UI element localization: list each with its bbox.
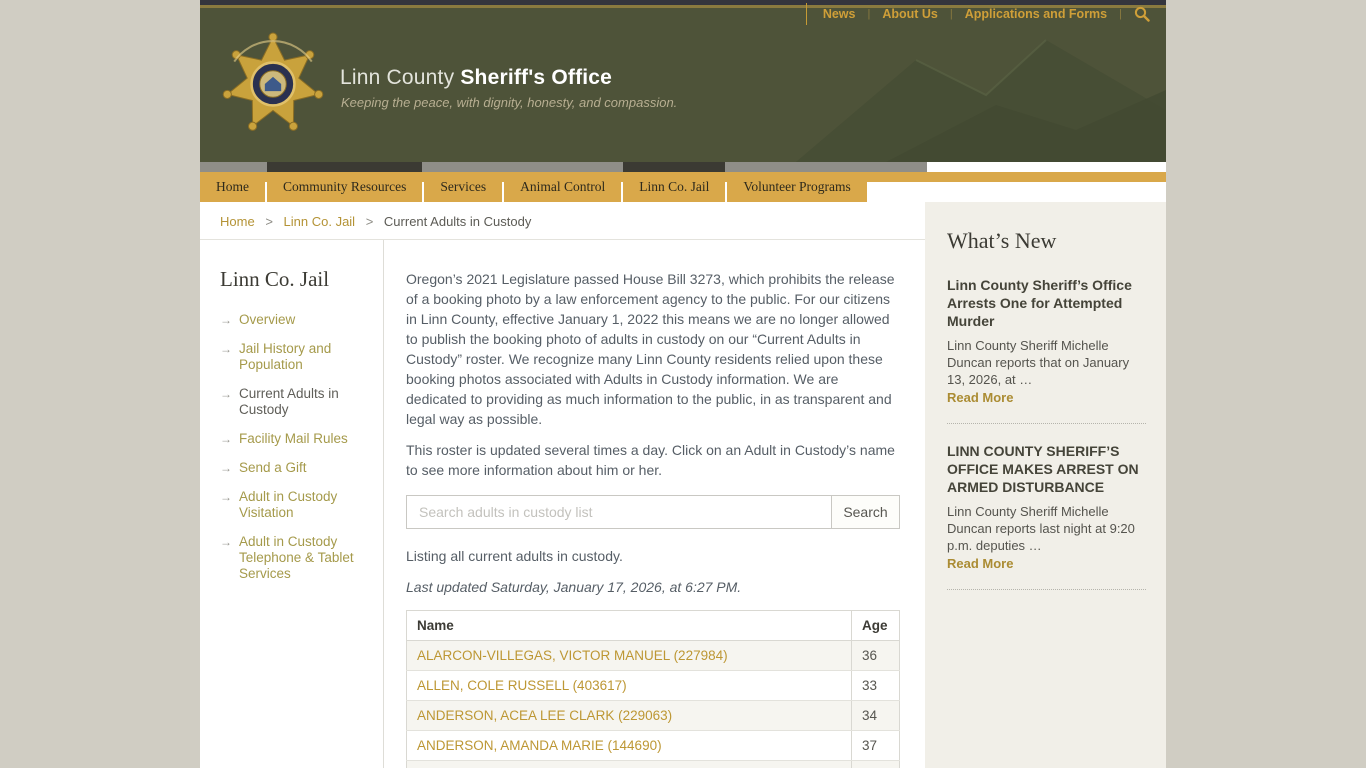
site-header	[200, 0, 1166, 162]
read-more-link[interactable]: Read More	[947, 556, 1014, 571]
page-container	[200, 0, 1166, 768]
inmate-age: 34	[852, 701, 900, 731]
main-content-wrap	[200, 202, 925, 768]
utility-separator: |	[949, 8, 953, 20]
inmate-age: 36	[852, 641, 900, 671]
column-header-name: Name	[407, 611, 852, 641]
arrow-icon: →	[220, 387, 232, 401]
section-sidebar-title: Linn Co. Jail	[220, 267, 330, 291]
news-item-body: Linn County Sheriff Michelle Duncan reports that on January 13, 2026, at …	[947, 338, 1130, 387]
breadcrumb-home[interactable]: Home	[220, 214, 255, 229]
column-header-age: Age	[852, 611, 900, 641]
main-column	[383, 240, 925, 768]
breadcrumb	[200, 202, 925, 240]
custody-search-bar	[406, 495, 900, 529]
breadcrumb-separator: >	[265, 214, 273, 229]
table-row	[407, 701, 900, 731]
site-tagline: Keeping the peace, with dignity, honesty, and compassion.	[341, 95, 678, 110]
table-row	[407, 761, 900, 768]
table-row	[407, 641, 900, 671]
whats-new-title: What’s New	[947, 228, 1057, 253]
sidebar-item-current-adults[interactable]	[220, 386, 369, 418]
listing-text: Listing all current adults in custody.	[406, 548, 623, 564]
news-item-title[interactable]: LINN COUNTY SHERIFF’S OFFICE MAKES ARREST ON ARMED DISTURBANCE	[947, 443, 1139, 495]
sidebar-item-jail-history[interactable]	[220, 341, 369, 373]
main-navigation	[200, 162, 1166, 202]
arrow-icon: →	[220, 313, 232, 327]
custody-search-input[interactable]	[407, 496, 831, 528]
inmate-name-link[interactable]: ALLEN, COLE RUSSELL (403617)	[417, 678, 627, 693]
news-item-title[interactable]: Linn County Sheriff’s Office Arrests One for Attempted Murder	[947, 277, 1132, 329]
breadcrumb-separator: >	[365, 214, 374, 229]
utility-separator: |	[1119, 8, 1122, 20]
intro-paragraph: Oregon’s 2021 Legislature passed House Bill 3273, which prohibits the release of a booking photo by a law enforcement agency to the public. For our citizens in Linn County, effective January 1, 2022 this means we are no longer allowed to publish the booking photo of adults in custody on our “Current Adults in Custody” roster. We recognize many Linn County residents relied upon these booking photos associated with Adults in Custody information. We are dedicated to providing as much information to the public, in as transparent and legal way as possible.	[406, 271, 895, 427]
tab-services[interactable]: Services	[424, 172, 502, 202]
news-item	[947, 442, 1146, 573]
utility-nav	[806, 3, 1150, 25]
sidebar-item-send-gift[interactable]	[220, 460, 369, 476]
tab-animal-control[interactable]: Animal Control	[504, 172, 621, 202]
sidebar-item-label[interactable]: Jail History and Population	[239, 341, 332, 372]
whats-new-sidebar	[925, 202, 1166, 768]
search-icon[interactable]	[1134, 6, 1150, 22]
sidebar-item-label-current: Current Adults in Custody	[239, 386, 339, 417]
table-row	[407, 671, 900, 701]
breadcrumb-linn-co-jail[interactable]: Linn Co. Jail	[283, 214, 356, 229]
utility-link-news[interactable]: News	[822, 7, 856, 21]
arrow-icon: →	[220, 342, 232, 356]
sidebar-item-label[interactable]: Adult in Custody Telephone & Tablet Services	[239, 534, 354, 581]
sidebar-item-overview[interactable]	[220, 312, 369, 328]
utility-separator: |	[867, 8, 871, 20]
tab-community-resources[interactable]: Community Resources	[267, 172, 422, 202]
inmate-age: 33	[852, 671, 900, 701]
custody-roster-table	[406, 610, 900, 768]
arrow-icon: →	[220, 432, 232, 446]
tab-linn-co-jail[interactable]: Linn Co. Jail	[623, 172, 725, 202]
tab-volunteer-programs[interactable]: Volunteer Programs	[727, 172, 866, 202]
site-title	[340, 66, 612, 90]
site-title-regular: Linn County	[340, 66, 455, 89]
custody-search-button[interactable]: Search	[831, 496, 899, 528]
arrow-icon: →	[220, 535, 232, 549]
utility-link-applications-forms[interactable]: Applications and Forms	[964, 7, 1108, 21]
news-separator	[947, 589, 1146, 590]
inmate-age: 37	[852, 731, 900, 761]
sidebar-item-label[interactable]: Overview	[239, 312, 296, 327]
inmate-name-link[interactable]: ALARCON-VILLEGAS, VICTOR MANUEL (227984)	[417, 648, 728, 663]
nav-tabs	[200, 162, 869, 202]
section-menu	[220, 312, 369, 582]
utility-link-about-us[interactable]: About Us	[882, 7, 938, 21]
last-updated-text: Last updated Saturday, January 17, 2026, at 6:27 PM.	[406, 579, 742, 595]
sidebar-item-label[interactable]: Send a Gift	[239, 460, 307, 475]
sidebar-item-telephone-tablet[interactable]	[220, 534, 369, 582]
read-more-link[interactable]: Read More	[947, 390, 1014, 405]
news-item-body: Linn County Sheriff Michelle Duncan reports last night at 9:20 p.m. deputies …	[947, 504, 1135, 553]
tab-home[interactable]: Home	[200, 172, 265, 202]
arrow-icon: →	[220, 461, 232, 475]
breadcrumb-current-page: Current Adults in Custody	[383, 214, 532, 229]
news-separator	[947, 423, 1146, 424]
table-header-row	[407, 611, 900, 641]
sidebar-item-facility-mail[interactable]	[220, 431, 369, 447]
table-row	[407, 731, 900, 761]
section-sidebar	[200, 240, 383, 768]
sidebar-item-label[interactable]: Facility Mail Rules	[239, 431, 348, 446]
sidebar-item-visitation[interactable]	[220, 489, 369, 521]
sheriff-badge-logo	[222, 30, 324, 138]
arrow-icon: →	[220, 490, 232, 504]
sidebar-item-label[interactable]: Adult in Custody Visitation	[239, 489, 338, 520]
news-item	[947, 276, 1146, 407]
inmate-name-link[interactable]: ANDERSON, ACEA LEE CLARK (229063)	[417, 708, 673, 723]
site-title-bold: Sheriff's Office	[460, 66, 613, 89]
roster-paragraph: This roster is updated several times a day. Click on an Adult in Custody’s name to see more information about him or her.	[406, 442, 895, 478]
inmate-name-link[interactable]: ANDERSON, AMANDA MARIE (144690)	[417, 738, 662, 753]
